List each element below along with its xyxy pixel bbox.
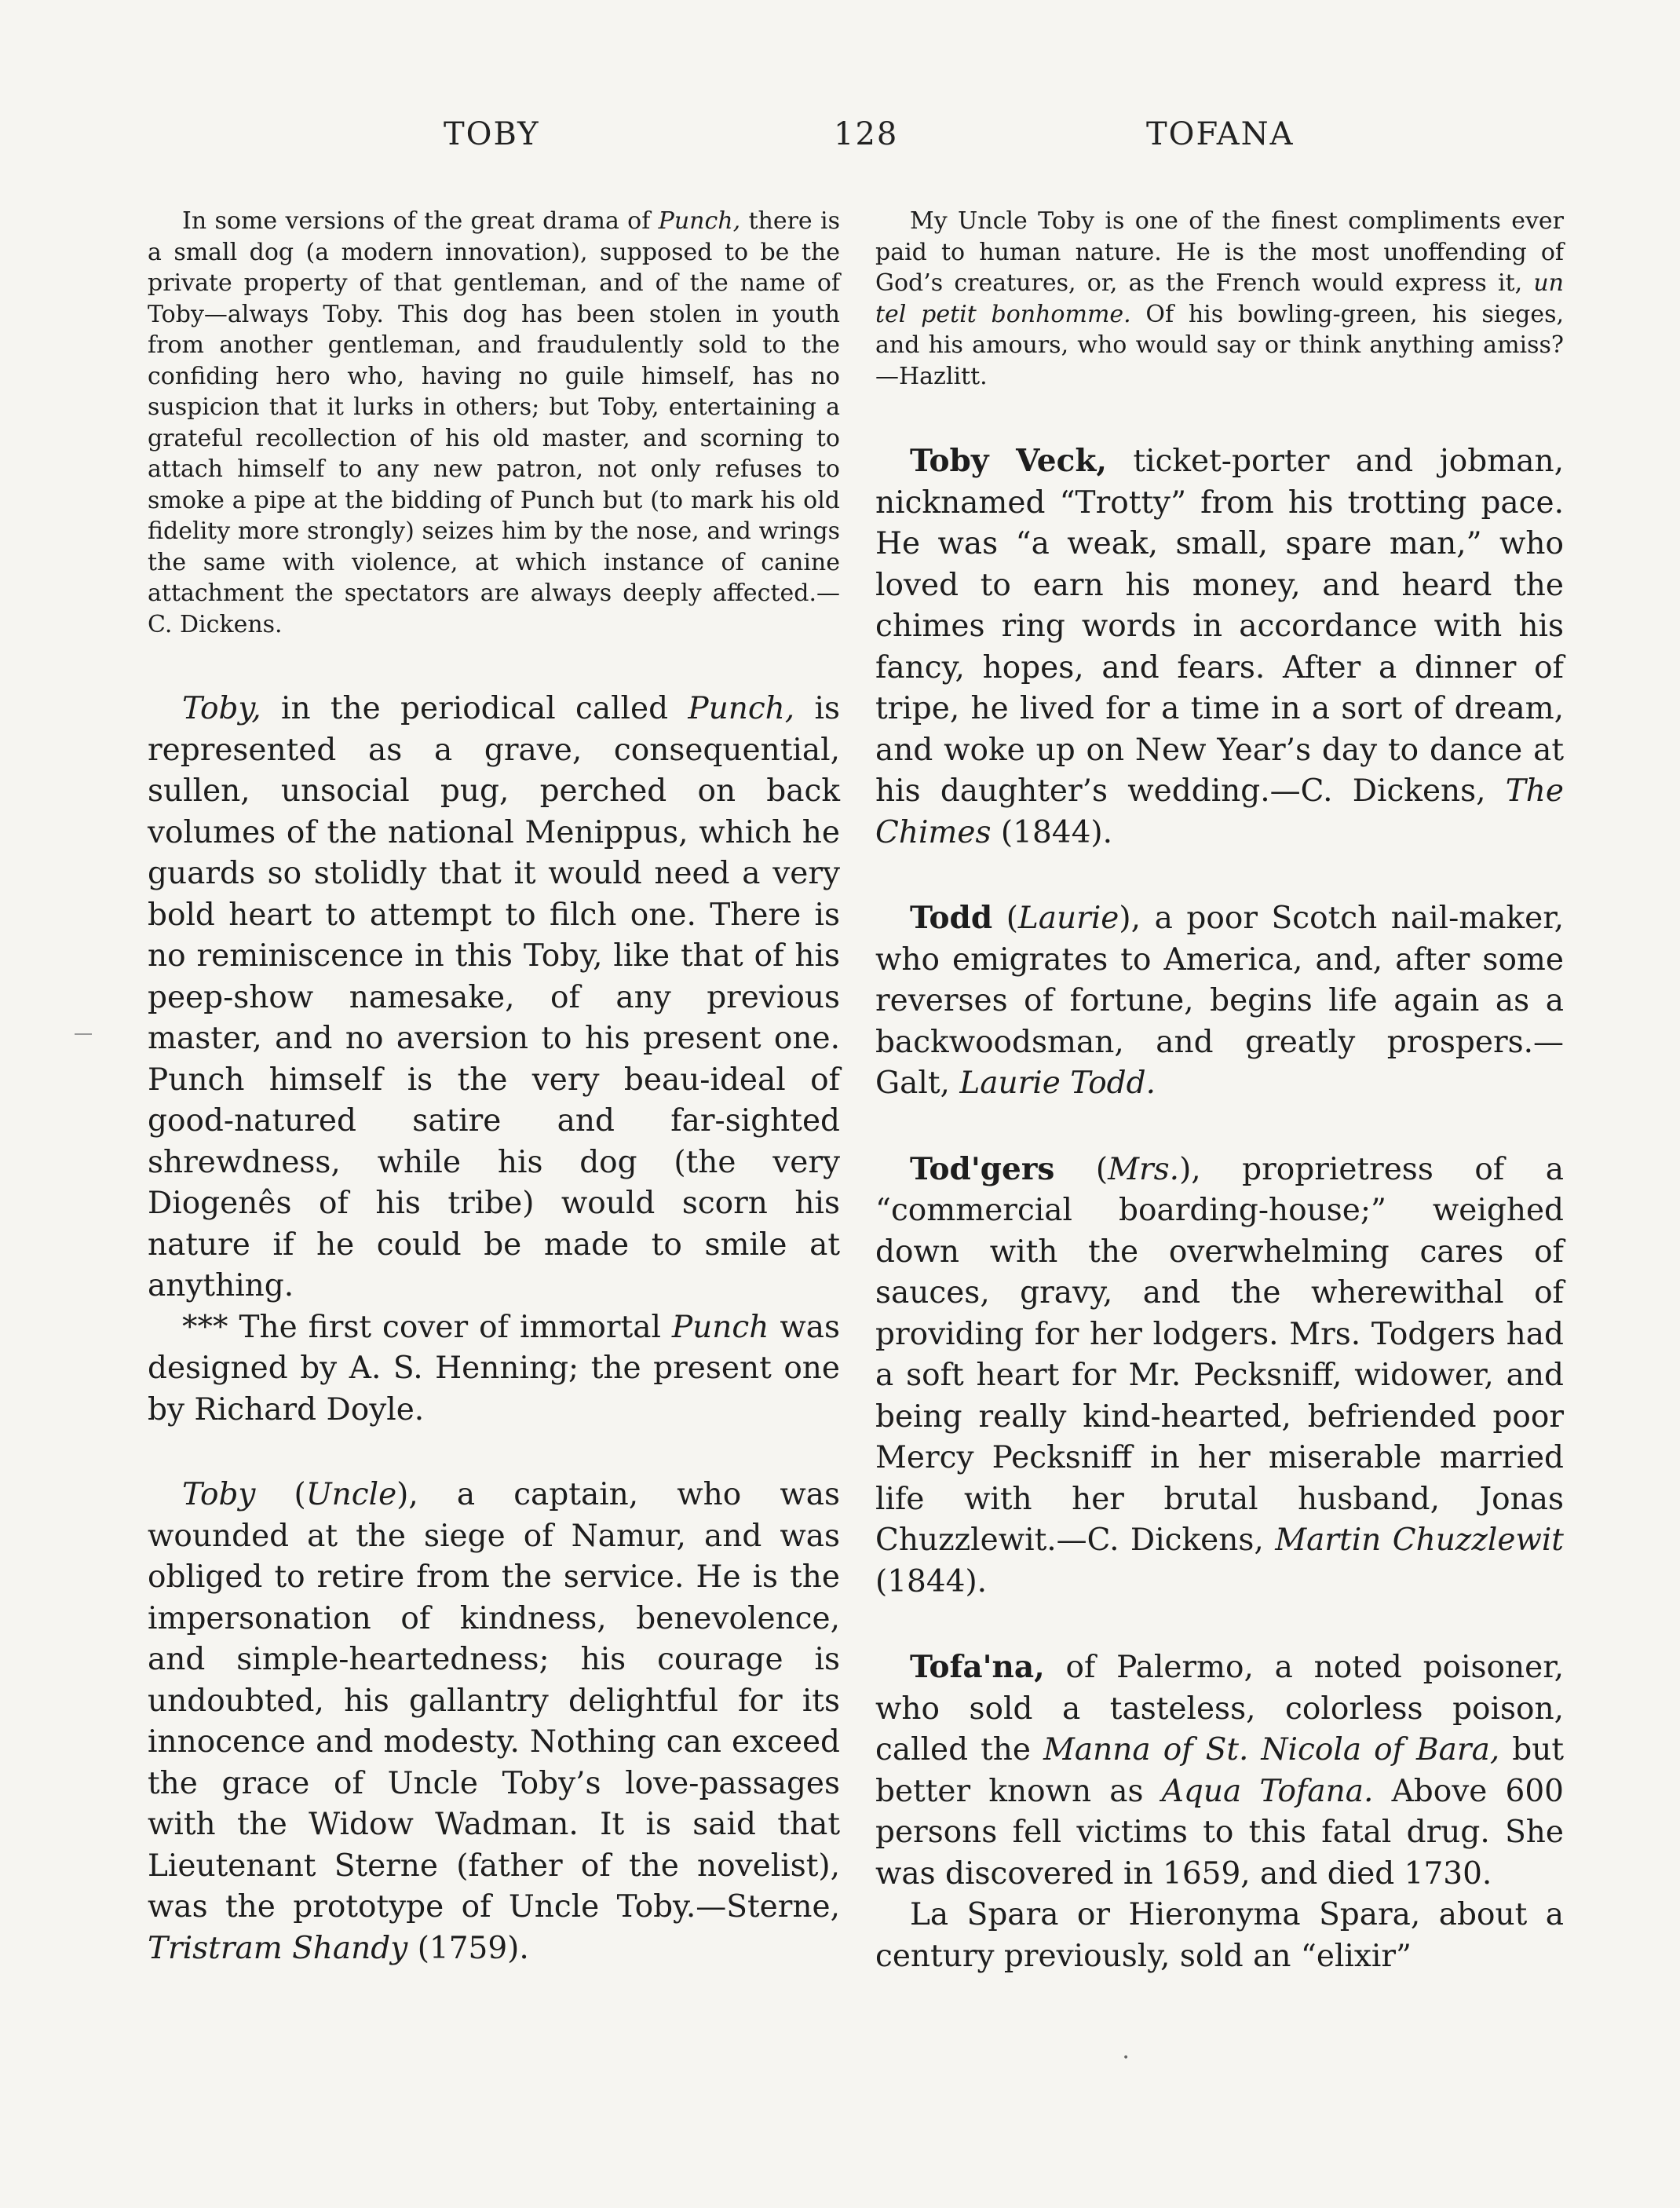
parenthetical: Uncle — [305, 1477, 397, 1512]
text: , a captain, who was wounded at the siege of Namur, and was obliged to retire from the service. He is the impersonation of kindness, benevolence, and simple-heartedness; his courage is undoubted, his gallantry delightful for its innocence and modesty. Nothing can exceed the grace of Uncle Toby’s love-passages with the Widow Wadman. It is said that Lieutenant Sterne (father of the novelist), was the prototype of Uncle Toby.—Sterne, — [148, 1477, 840, 1925]
italic-title: The Chimes — [875, 773, 1564, 850]
text: , proprietress of a “commercial boarding-house;” weighed down with the overwhelming cares of sauces, gravy, and the wherewithal of providing for her lodgers. Mrs. Todgers had a soft heart for Mr. Pecksniff, widower, and being really kind-hearted, befriended poor Mercy Pecksniff in her miserable married life with her brutal husband, Jonas Chuzzlewit.—C. Dickens, — [875, 1151, 1564, 1558]
italic-title: Manna of St. Nicola of Bara, — [1043, 1732, 1500, 1767]
italic-title: Punch, — [688, 691, 795, 726]
headword: Tod'gers — [910, 1150, 1055, 1187]
left-column — [148, 206, 840, 1969]
right-column — [875, 206, 1564, 1977]
entry-todd: Todd (Laurie), a poor Scotch nail-maker, who emigrates to America, and, after some reverses of fortune, begins life again as a backwoodsman, and greatly prospers.—Galt, Laurie Todd. — [875, 900, 1564, 1101]
entry-punch-dog — [148, 206, 840, 640]
text: there is a small dog (a modern innovation), supposed to be the private property of that gentleman, and of the name of Toby—always Toby. This dog has been stolen in youth from another gentleman, and fraudulently sold to the confiding hero who, having no guile himself, has no suspicion that it lurks in others; but Toby, entertaining a grateful recollection of his old master, and scorning to attach himself to any new patron, not only refuses to smoke a pipe at the bidding of Punch but (to mark his old fidelity more strongly) seizes him by the nose, and wrings the same with violence, at which instance of canine attachment the spectators are always deeply affected.—C. Dickens. — [148, 207, 840, 638]
entry-spara — [875, 1895, 1564, 1977]
text: My Uncle Toby is one of the finest compliments ever paid to human nature. He is the most unoffending of God’s creatures, or, as the French would express it, — [875, 207, 1564, 297]
signature-mark: • — [1123, 2052, 1130, 2064]
entry-toby-veck — [875, 441, 1564, 854]
italic-title: Punch, — [658, 207, 741, 235]
text: Of his bowling-green, his sieges, and his amours, who would say or think anything amiss?—Hazlitt. — [875, 300, 1565, 390]
text: in the periodical called — [261, 691, 688, 726]
italic-title: Tristram Shandy — [148, 1930, 408, 1966]
header-right-word: TOFANA — [1146, 116, 1295, 152]
italic-title: Martin Chuzzlewit — [1275, 1523, 1564, 1558]
text: but better known as — [875, 1732, 1565, 1809]
asterism: *** — [182, 1309, 239, 1345]
text: (1759). — [407, 1930, 529, 1966]
headword: Toby — [182, 1477, 256, 1512]
note-punch-cover — [148, 1307, 840, 1431]
text: was designed by A. S. Henning; the present one by Richard Doyle. — [148, 1309, 840, 1428]
text: of Palermo, a noted poisoner, who sold a tasteless, colorless poison, called the — [875, 1650, 1564, 1767]
text: is represented as a grave, consequential, sullen, unsocial pug, perched on back volumes of the national Menippus, which he guards so stolidly that it would need a very bold heart to attempt to filch one. There is no reminiscence in this Toby, like that of his peep-show namesake, of any previous master, and no aversion to his present one. Punch himself is the very beau-ideal of good-natured satire and far-sighted shrewdness, while his dog (the very Diogenês of his tribe) would scorn his nature if he could be made to smile at anything. — [148, 691, 840, 1303]
headword: Toby, — [182, 691, 261, 726]
text: (1844). — [875, 1563, 988, 1599]
headword: Todd — [910, 900, 993, 936]
text: La Spara or Hieronyma Spara, about a century previously, sold an “elixir” — [875, 1897, 1564, 1974]
text: ticket-porter and jobman, nicknamed “Trotty” from his trotting pace. He was “a weak, small, spare man,” who loved to earn his money, and heard the chimes ring words in accordance with his fancy, hopes, and fears. After a dinner of tripe, he lived for a time in a sort of dream, and woke up on New Year’s day to dance at his daughter’s wedding.—C. Dickens, — [875, 444, 1564, 809]
italic-phrase: un tel petit bonhomme. — [875, 269, 1564, 328]
header-left-word: TOBY — [444, 116, 540, 152]
margin-mark — [75, 1033, 92, 1035]
text: , a poor Scotch nail-maker, who emigrates to America, and, after some reverses of fortune, begins life again as a backwoodsman, and greatly prospers.—Galt, — [875, 901, 1564, 1101]
entry-todgers: Tod'gers (Mrs.), proprietress of a “commercial boarding-house;” weighed down with the overwhelming cares of sauces, gravy, and the wherewithal of providing for her lodgers. Mrs. Todgers had a soft heart for Mr. Pecksniff, widower, and being really kind-hearted, befriended poor Mercy Pecksniff in her miserable married life with her brutal husband, Jonas Chuzzlewit.—C. Dickens, Martin Chuzzlewit (1844). — [875, 1150, 1564, 1599]
headword: Toby Veck, — [910, 443, 1107, 479]
parenthetical: Laurie — [1017, 901, 1119, 936]
text: (1844). — [991, 814, 1112, 850]
headword: Tofa'na, — [910, 1649, 1045, 1685]
quote-hazlitt — [875, 206, 1564, 392]
text: Above 600 persons fell victims to this fatal drug. She was discovered in 1659, and died 1730. — [875, 1773, 1564, 1892]
page-number: 128 — [834, 116, 899, 152]
running-header — [0, 116, 1680, 171]
entry-uncle-toby: Toby (Uncle), a captain, who was wounded at the siege of Namur, and was obliged to retire from the service. He is the impersonation of kindness, benevolence, and simple-heartedness; his courage is undoubted, his gallantry delightful for its innocence and modesty. Nothing can exceed the grace of Uncle Toby’s love-passages with the Widow Wadman. It is said that Lieutenant Sterne (father of the novelist), was the prototype of Uncle Toby.—Sterne, Tristram Shandy (1759). — [148, 1477, 840, 1966]
text: In some versions of the great drama of — [182, 207, 659, 235]
italic-title: Aqua Tofana. — [1161, 1773, 1374, 1809]
italic-title: Laurie Todd. — [959, 1066, 1156, 1101]
parenthetical: Mrs. — [1108, 1151, 1180, 1187]
text: The first cover of immortal — [239, 1309, 672, 1345]
italic-title: Punch — [671, 1309, 769, 1345]
entry-tofana — [875, 1647, 1564, 1895]
entry-toby-punch — [148, 689, 840, 1307]
